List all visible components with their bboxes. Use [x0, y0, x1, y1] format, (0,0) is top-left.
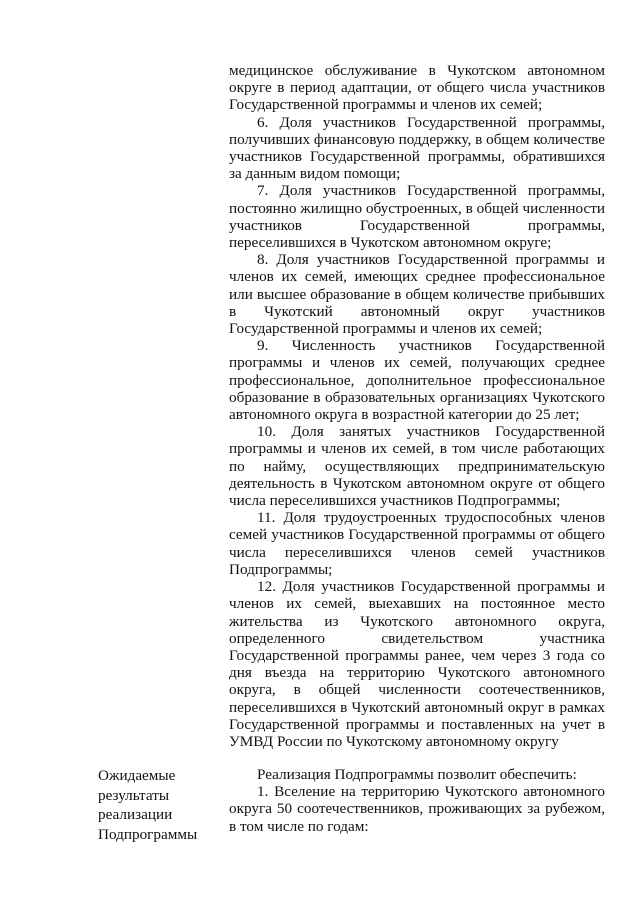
- expected-results-content: [229, 766, 605, 835]
- label-line: реализации: [98, 806, 173, 824]
- indicator-item-9: 9. Численность участников Государственной программы и членов их семей, получающих среднее профессиональное, дополнительное профессиональное образование в образовательных организациях Чукотского автономного округа в возрастной категории до 25 лет;: [229, 337, 605, 424]
- indicator-item-8: 8. Доля участников Государственной программы и членов их семей, имеющих среднее профессиональное или высшее образование в общем количестве прибывших в Чукотский автономный округ участников Государственной программы и членов их семей;: [229, 251, 605, 338]
- indicator-item-7: 7. Доля участников Государственной программы, постоянно жилищно обустроенных, в общей численности участников Государственной программы, переселившихся в Чукотском автономном округе;: [229, 182, 605, 252]
- label-line: Ожидаемые: [98, 767, 176, 784]
- results-intro: Реализация Подпрограммы позволит обеспечить:: [257, 766, 577, 783]
- expected-results-label: [98, 766, 216, 844]
- indicator-item-10: 10. Доля занятых участников Государственной программы и членов их семей, в том числе работающих по найму, осуществляющих предпринимательскую деятельность в Чукотском автономном округе от общего числа переселившихся участников Подпрограммы;: [229, 423, 605, 510]
- indicator-item-6: 6. Доля участников Государственной программы, получивших финансовую поддержку, в общем количестве участников Государственной программы, обратившихся за данным видом помощи;: [229, 113, 605, 183]
- results-item-1: 1. Вселение на территорию Чукотского автономного округа 50 соотечественников, проживающих за рубежом, в том числе по годам:: [229, 783, 605, 835]
- indicator-item-12: 12. Доля участников Государственной программы и членов их семей, выехавших на постоянное место жительства из Чукотского автономного округа, определенного свидетельством участника Государственной программы ранее, чем через 3 года со дня въезда на территорию Чукотского автономного округа, в общей численности соотечественников, переселившихся в Чукотский автономный округ в рамках Государственной программы и поставленных на учет в УМВД России по Чукотскому автономному округу: [229, 578, 605, 750]
- label-line: Подпрограммы: [98, 825, 198, 843]
- continuation-paragraph: медицинское обслуживание в Чукотском автономном округе в период адаптации, от общего числа участников Государственной программы и членов их семей;: [229, 62, 605, 114]
- label-line: результаты: [98, 786, 170, 804]
- indicator-item-11: 11. Доля трудоустроенных трудоспособных членов семей участников Государственной программы от общего числа переселившихся членов семей участников Подпрограммы;: [229, 509, 605, 578]
- indicators-list: [229, 62, 605, 750]
